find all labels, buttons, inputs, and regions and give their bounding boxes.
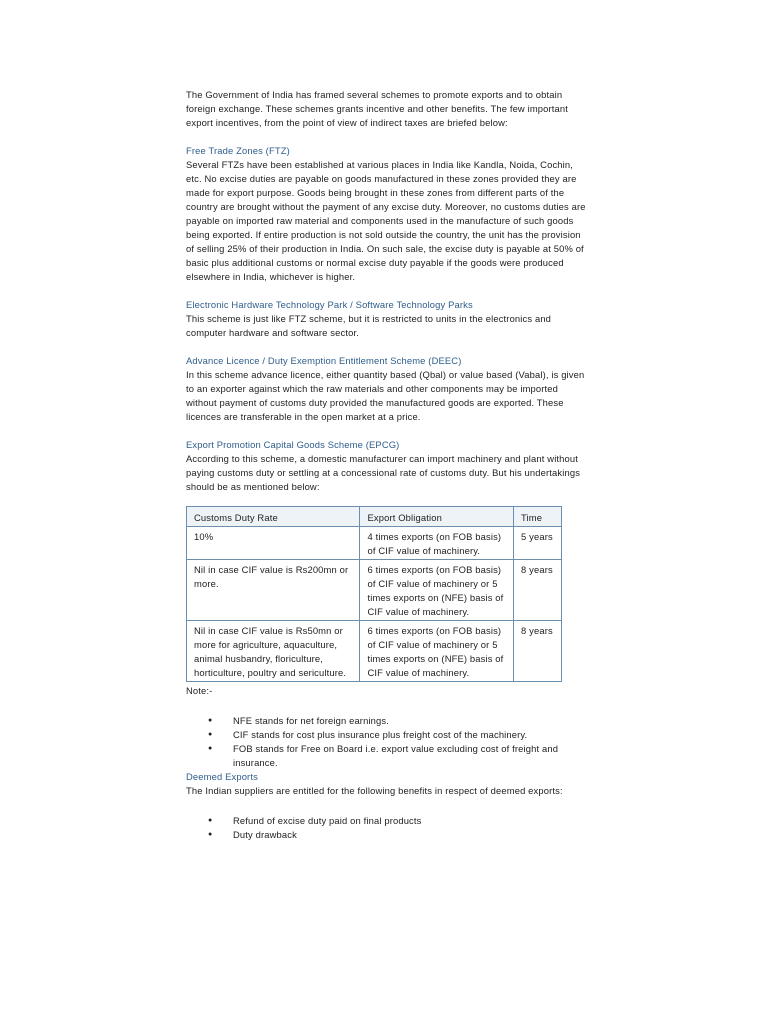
table-cell: Nil in case CIF value is Rs200mn or more. [187,560,360,621]
table-row [187,527,562,560]
ehtp-section [186,298,586,340]
ftz-section [186,144,586,284]
deemed-section [186,770,586,842]
deec-heading: Advance Licence / Duty Exemption Entitlement Scheme (DEEC) [186,355,462,366]
epcg-section [186,438,586,494]
epcg-heading: Export Promotion Capital Goods Scheme (EPCG) [186,439,400,450]
list-item: ● FOB stands for Free on Board i.e. export value excluding cost of freight and insurance. [186,742,586,770]
table-cell: 6 times exports (on FOB basis) of CIF value of machinery or 5 times exports on (NFE) basis of CIF value of machinery. [360,621,514,682]
table-cell: Nil in case CIF value is Rs50mn or more for agriculture, aquaculture, animal husbandry, floriculture, horticulture, poultry and sericulture. [187,621,360,682]
table-row [187,621,562,682]
table-header-row [187,507,562,527]
table-row [187,560,562,621]
deemed-heading: Deemed Exports [186,771,258,782]
note-label: Note:- [186,685,213,696]
deemed-text: The Indian suppliers are entitled for the following benefits in respect of deemed exports: [186,785,563,796]
header-export-obligation: Export Obligation [360,507,514,527]
ehtp-heading: Electronic Hardware Technology Park / Software Technology Parks [186,299,473,310]
ehtp-text: This scheme is just like FTZ scheme, but it is restricted to units in the electronics and computer hardware and software sector. [186,313,552,338]
ftz-heading: Free Trade Zones (FTZ) [186,145,290,156]
deemed-list [186,814,586,842]
document-page [186,88,586,842]
notes-list [186,714,586,770]
ftz-text: Several FTZs have been established at various places in India like Kandla, Noida, Cochin, etc. No excise duties are payable on goods manufactured in these zones provided they are made for export purpose. Goods being brought in these zones from different parts of the country are brought without the payment of any excise duty. Moreover, no customs duties are payable on imported raw material and components used in the manufacture of such goods being exported. If entire production is not sold outside the country, the unit has the provision of selling 25% of their production in India. On such sale, the excise duty is payable at 50% of basic plus additional customs or normal excise duty payable if the goods were produced elsewhere in India, whichever is higher. [186,159,586,282]
list-item: ● Duty drawback [186,828,586,842]
intro-paragraph: The Government of India has framed several schemes to promote exports and to obtain foreign exchange. These schemes grants incentive and other benefits. The few important export incentives, from the point of view of indirect taxes are briefed below: [186,89,569,128]
header-customs-duty-rate: Customs Duty Rate [187,507,360,527]
table-cell: 8 years [514,560,562,621]
epcg-table [186,506,562,682]
deec-section [186,354,586,424]
deec-text: In this scheme advance licence, either quantity based (Qbal) or value based (Vabal), is given to an exporter against which the raw materials and other components may be imported without payment of customs duty provided the manufactured goods are exported. These licences are transferable in the open market at a price. [186,369,585,422]
table-cell: 8 years [514,621,562,682]
table-cell: 4 times exports (on FOB basis) of CIF value of machinery. [360,527,514,560]
list-item: ● Refund of excise duty paid on final products [186,814,586,828]
table-cell: 6 times exports (on FOB basis) of CIF value of machinery or 5 times exports on (NFE) basis of CIF value of machinery. [360,560,514,621]
list-item: ● NFE stands for net foreign earnings. [186,714,586,728]
epcg-text: According to this scheme, a domestic manufacturer can import machinery and plant without paying customs duty or settling at a concessional rate of customs duty. But his undertakings should be as mentioned below: [186,453,581,492]
list-item: ● CIF stands for cost plus insurance plus freight cost of the machinery. [186,728,586,742]
header-time: Time [514,507,562,527]
table-cell: 5 years [514,527,562,560]
table-cell: 10% [187,527,360,560]
